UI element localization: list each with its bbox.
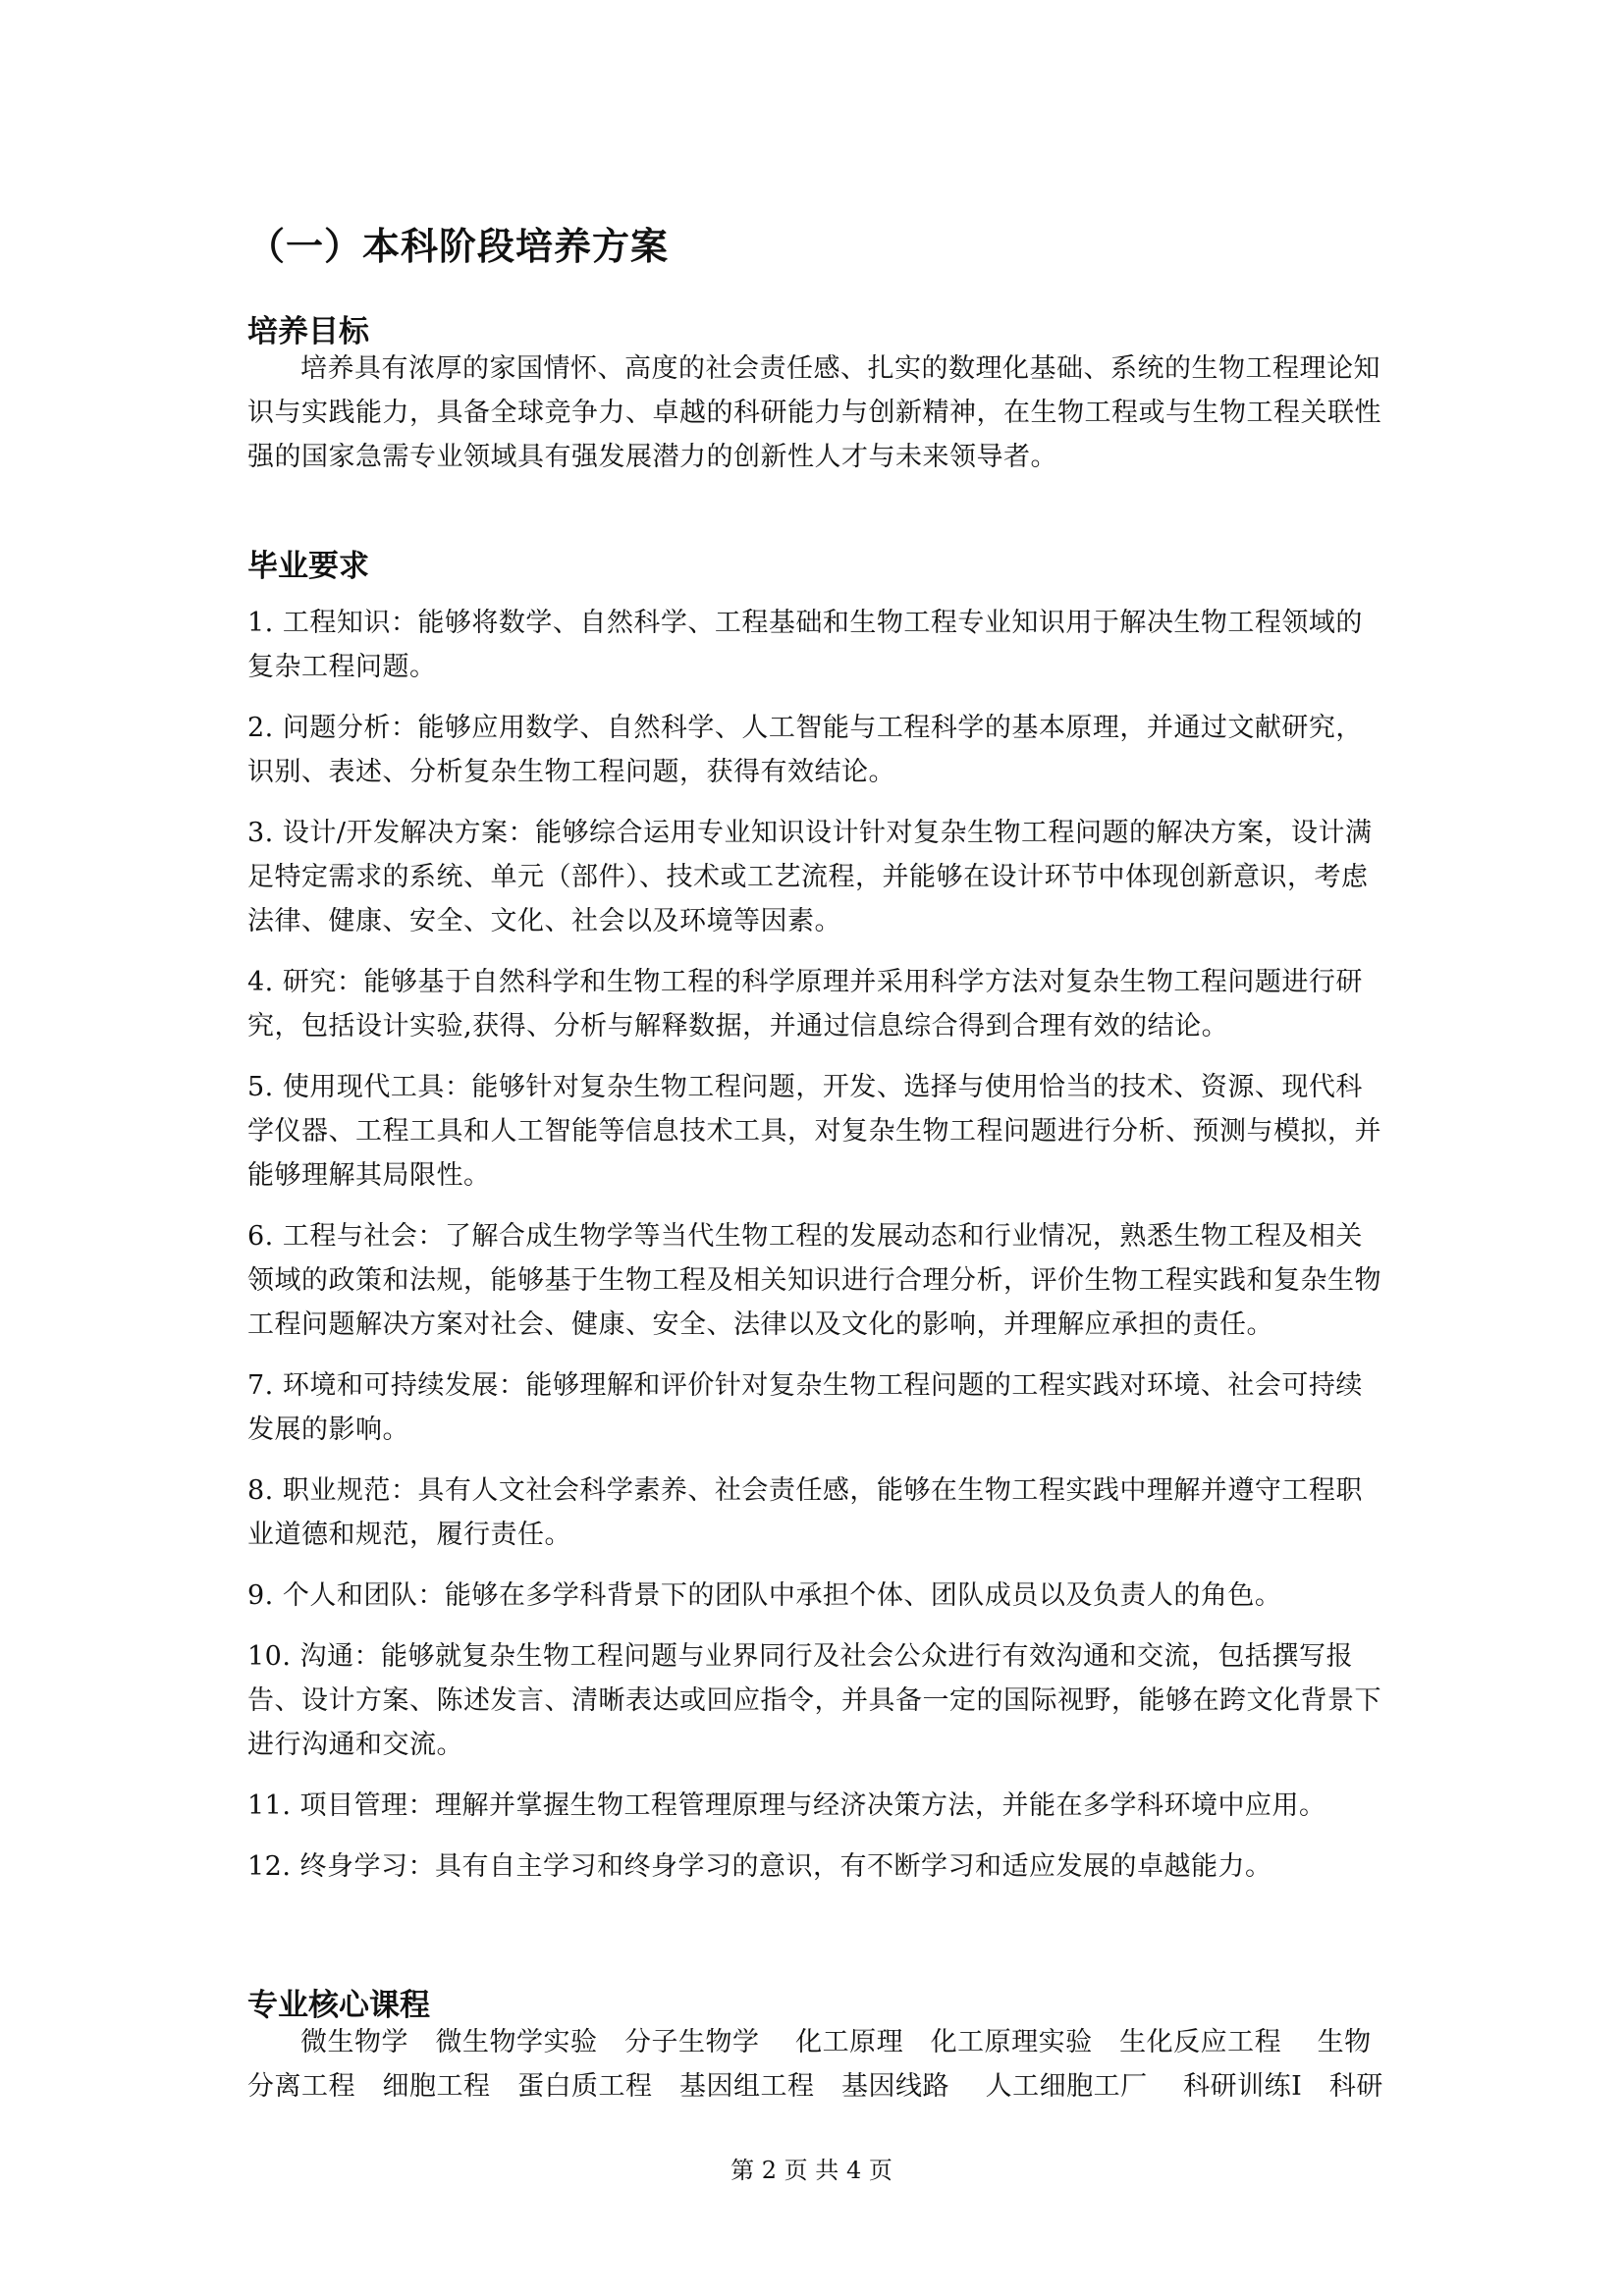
objectives-heading: 培养目标 — [247, 314, 369, 349]
requirement-item: 8. 职业规范：具有人文社会科学素养、社会责任感，能够在生物工程实践中理解并遵守工程职业道德和规范，履行责任。 — [247, 1475, 1363, 1550]
requirements-heading: 毕业要求 — [247, 549, 369, 584]
core-courses-text: 微生物学 微生物学实验 分子生物学 化工原理 化工原理实验 生化反应工程 生物分离工程 细胞工程 蛋白质工程 基因组工程 基因线路 人工细胞工厂 科研训练Ⅰ 科研 — [247, 2027, 1383, 2102]
requirement-item: 11. 项目管理：理解并掌握生物工程管理原理与经济决策方法，并能在多学科环境中应用。 — [247, 1790, 1326, 1821]
requirements-list — [247, 601, 1386, 1905]
requirement-item: 4. 研究：能够基于自然科学和生物工程的科学原理并采用科学方法对复杂生物工程问题进行研究，包括设计实验,获得、分析与解释数据，并通过信息综合得到合理有效的结论。 — [247, 967, 1363, 1041]
requirement-item: 3. 设计/开发解决方案：能够综合运用专业知识设计针对复杂生物工程问题的解决方案，设计满足特定需求的系统、单元（部件）、技术或工艺流程，并能够在设计环节中体现创新意识，考虑法律、健康、安全、文化、社会以及环境等因素。 — [247, 818, 1373, 936]
objectives-text: 培养具有浓厚的家国情怀、高度的社会责任感、扎实的数理化基础、系统的生物工程理论知识与实践能力，具备全球竞争力、卓越的科研能力与创新精神，在生物工程或与生物工程关联性强的国家急需专业领域具有强发展潜力的创新性人才与未来领导者。 — [247, 353, 1381, 472]
page-footer: 第 2 页 共 4 页 — [730, 2157, 893, 2184]
requirement-item: 2. 问题分析：能够应用数学、自然科学、人工智能与工程科学的基本原理，并通过文献研究，识别、表述、分析复杂生物工程问题，获得有效结论。 — [247, 713, 1363, 787]
requirement-item: 6. 工程与社会：了解合成生物学等当代生物工程的发展动态和行业情况，熟悉生物工程及相关领域的政策和法规，能够基于生物工程及相关知识进行合理分析，评价生物工程实践和复杂生物工程问题解决方案对社会、健康、安全、法律以及文化的影响，并理解应承担的责任。 — [247, 1221, 1381, 1340]
requirement-item: 10. 沟通：能够就复杂生物工程问题与业界同行及社会公众进行有效沟通和交流，包括撰写报告、设计方案、陈述发言、清晰表达或回应指令，并具备一定的国际视野，能够在跨文化背景下进行沟通和交流。 — [247, 1641, 1381, 1760]
requirement-item: 5. 使用现代工具：能够针对复杂生物工程问题，开发、选择与使用恰当的技术、资源、现代科学仪器、工程工具和人工智能等信息技术工具，对复杂生物工程问题进行分析、预测与模拟，并能够理解其局限性。 — [247, 1072, 1381, 1191]
requirement-item: 9. 个人和团队：能够在多学科背景下的团队中承担个体、团队成员以及负责人的角色。 — [247, 1580, 1282, 1611]
requirement-item: 1. 工程知识：能够将数学、自然科学、工程基础和生物工程专业知识用于解决生物工程领域的复杂工程问题。 — [247, 608, 1363, 682]
section-title: （一）本科阶段培养方案 — [247, 225, 670, 268]
requirement-item: 12. 终身学习：具有自主学习和终身学习的意识，有不断学习和适应发展的卓越能力。 — [247, 1851, 1272, 1882]
requirement-item: 7. 环境和可持续发展：能够理解和评价针对复杂生物工程问题的工程实践对环境、社会可持续发展的影响。 — [247, 1370, 1363, 1445]
core-courses-heading: 专业核心课程 — [247, 1988, 430, 2023]
